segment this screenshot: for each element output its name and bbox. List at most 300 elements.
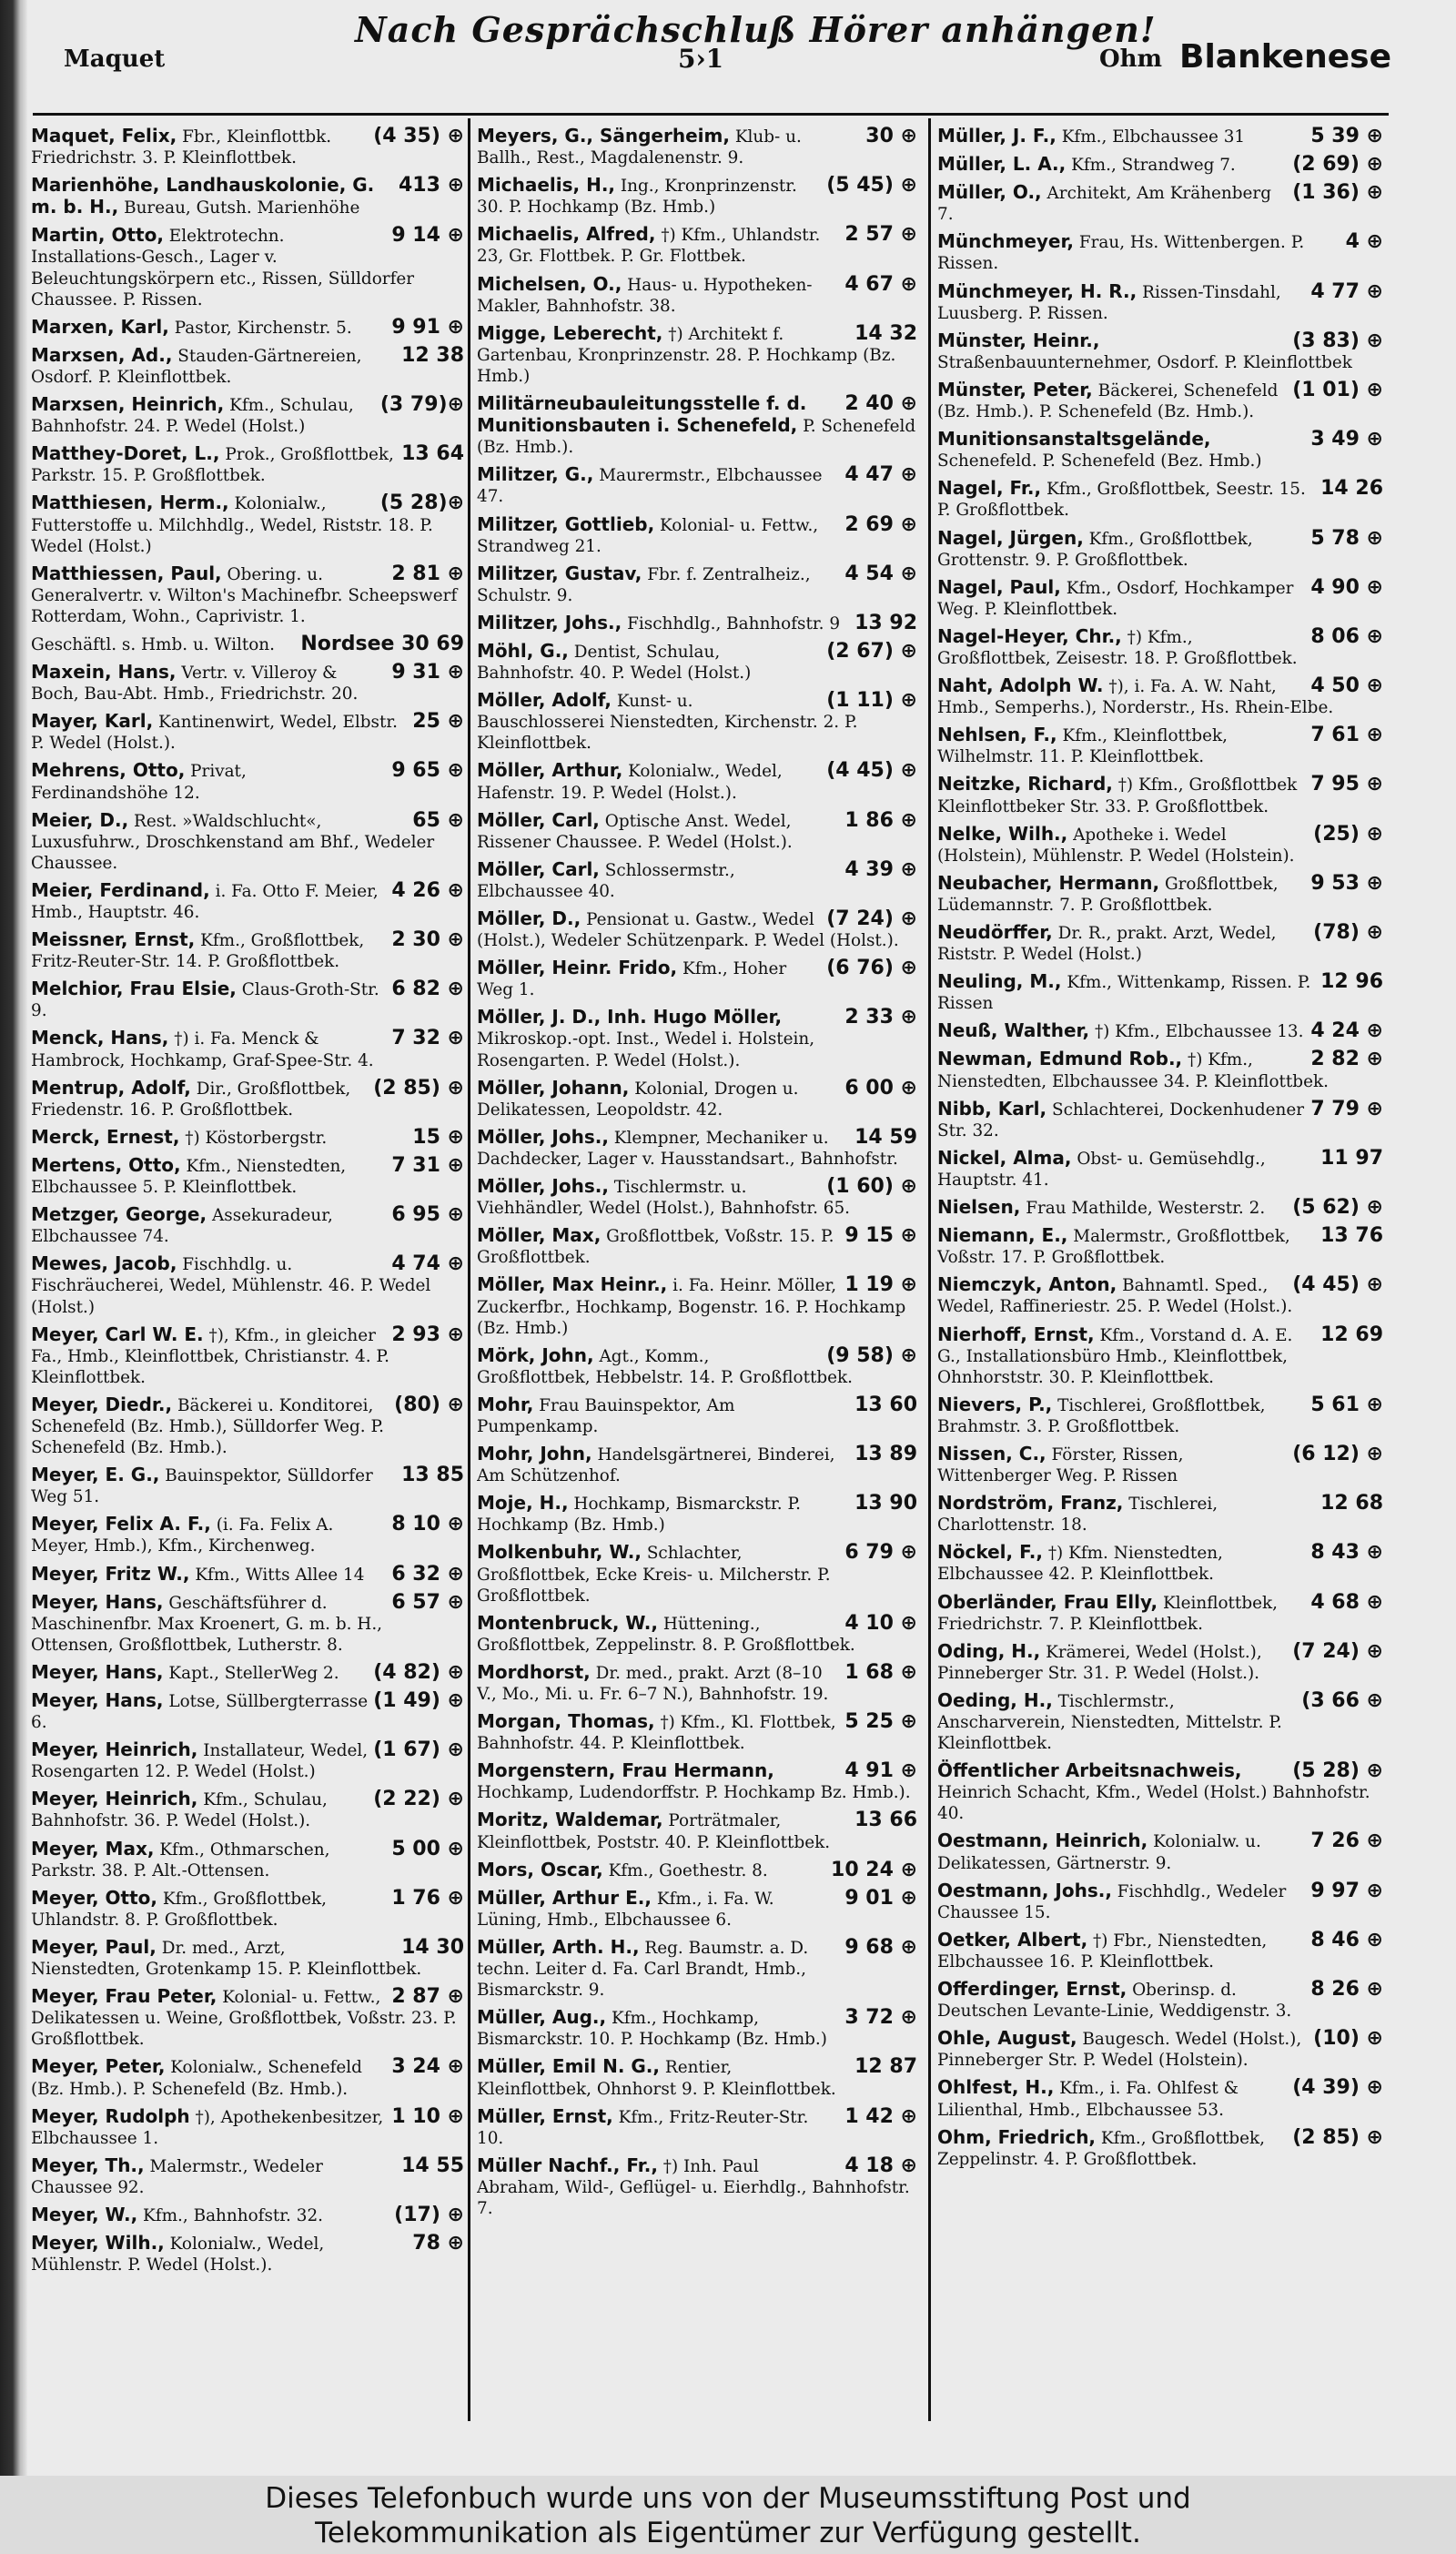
entry-name: Meier, D., xyxy=(31,808,129,831)
entry-name: Michaelis, Alfred, xyxy=(477,223,656,246)
entry-details: †) Kfm., Nienstedten, Elbchaussee 34. P. Kleinflottbek. xyxy=(937,1050,1329,1091)
entry-name: Meyer, Rudolph xyxy=(31,2104,190,2127)
entry-name: Michaelis, H., xyxy=(477,174,616,197)
entry-details: Rissen-Tinsdahl, Luusberg. P. Rissen. xyxy=(937,282,1281,323)
phone-number: (1 01) ⊕ xyxy=(1292,378,1383,401)
directory-entry xyxy=(937,1979,1383,2022)
directory-entry xyxy=(477,859,917,902)
phone-number: 6 57 ⊕ xyxy=(391,1590,464,1614)
entry-name: Migge, Leberecht, xyxy=(477,321,663,344)
directory-entry xyxy=(31,929,464,972)
directory-entry xyxy=(937,281,1383,324)
entry-details: Kfm., Kleinflottbek, Wilhelmstr. 11. P. Kleinflottbek. xyxy=(937,726,1228,767)
entry-name: Möller, D., xyxy=(477,907,581,929)
phone-number: 2 69 ⊕ xyxy=(844,512,917,536)
entry-details: Kapt., StellerWeg 2. xyxy=(168,1663,339,1683)
entry-details: Kfm., Nienstedten, Elbchaussee 5. P. Kleinflottbek. xyxy=(31,1156,347,1198)
directory-entry xyxy=(937,1324,1383,1388)
phone-number: (1 60) ⊕ xyxy=(826,1175,917,1199)
entry-name: Möller, Heinr. Frido, xyxy=(477,957,678,979)
entry-name: Meissner, Ernst, xyxy=(31,928,196,951)
entry-details: Obst- u. Gemüsehdlg., Hauptstr. 41. xyxy=(937,1149,1266,1190)
entry-name: Nagel, Fr., xyxy=(937,477,1042,500)
entry-name: Nagel-Heyer, Chr., xyxy=(937,624,1122,647)
phone-number: 8 26 ⊕ xyxy=(1310,1978,1383,2002)
entry-details: Rentier, Kleinflottbek, Ohnhorst 9. P. Kleinflottbek. xyxy=(477,2058,836,2099)
phone-number: 2 82 ⊕ xyxy=(1310,1048,1383,1071)
entry-details: Schenefeld. P. Schenefeld (Bez. Hmb.) xyxy=(937,451,1262,471)
entry-name: Mordhorst, xyxy=(477,1660,591,1683)
entry-name: Neubacher, Hermann, xyxy=(937,871,1160,894)
directory-entry xyxy=(31,394,464,437)
directory-entry xyxy=(31,2233,464,2275)
phone-number: 6 82 ⊕ xyxy=(391,978,464,1001)
directory-entry xyxy=(937,873,1383,916)
phone-number: (2 22) ⊕ xyxy=(373,1788,464,1811)
entry-name: Müller, L. A., xyxy=(937,153,1067,176)
directory-entry xyxy=(477,2056,917,2099)
entry-details: Heinrich Schacht, Kfm., Wedel (Holst.) Bahnhofstr. 40. xyxy=(937,1783,1370,1824)
header-notice: Nach Gesprächschluß Hörer anhängen! xyxy=(355,9,1157,50)
directory-entry xyxy=(937,1099,1383,1141)
entry-details: Kolonialw., Futterstoffe u. Milchhdlg., Wedel, Riststr. 18. P. Wedel (Holst.) xyxy=(31,494,433,556)
entry-details: Rest. »Waldschlucht«, Luxusfuhrw., Droschkenstand am Bhf., Wedeler Chaussee. xyxy=(31,811,435,873)
directory-entry xyxy=(937,429,1383,471)
directory-entry xyxy=(477,464,917,507)
entry-details: †) Kfm., Großflottbek, Zeisestr. 18. P. Großflottbek. xyxy=(937,627,1298,668)
directory-entry xyxy=(937,1493,1383,1535)
directory-entry xyxy=(477,224,917,267)
entry-name: Meyer, Wilh., xyxy=(31,2232,165,2255)
entry-details: Fbr., Kleinflottbk. Friedrichstr. 3. P. Kleinflottbek. xyxy=(31,127,332,168)
directory-entry xyxy=(31,1204,464,1247)
directory-entry xyxy=(477,393,917,458)
phone-number: 14 26 xyxy=(1320,477,1383,501)
directory-entry xyxy=(937,1760,1383,1824)
footer-line-2: Telekommunikation als Eigentümer zur Verfügung gestellt. xyxy=(315,2517,1141,2549)
phone-number: 2 93 ⊕ xyxy=(391,1323,464,1346)
entry-name: Meyers, G., Sängerheim, xyxy=(477,126,730,147)
entry-name: Oeding, H., xyxy=(937,1688,1053,1711)
entry-details: i. Fa. Heinr. Möller, Zuckerfbr., Hochkamp, Bogenstr. 16. P. Hochkamp (Bz. Hmb.) xyxy=(477,1276,906,1338)
page-header xyxy=(0,0,1456,109)
directory-entry xyxy=(31,1324,464,1388)
entry-details: Kfm., Wittenkamp, Rissen. P. Rissen xyxy=(937,973,1311,1014)
phone-number: (7 24) ⊕ xyxy=(1292,1639,1383,1663)
entry-details: Agt., Komm., Großflottbek, Hebbelstr. 14. P. Großflottbek. xyxy=(477,1346,854,1387)
entry-details: †), Kfm., in gleicher Fa., Hmb., Kleinflottbek, Christianstr. 4. P. Kleinflottbek. xyxy=(31,1325,389,1387)
phone-number: 7 32 ⊕ xyxy=(391,1027,464,1050)
directory-entry xyxy=(31,563,464,627)
entry-details: Schlachterei, Dockenhudener Str. 32. xyxy=(937,1100,1305,1140)
entry-details: Kfm., Witts Allee 14 xyxy=(195,1565,365,1585)
directory-entry xyxy=(477,1662,917,1705)
entry-name: Möller, J. D., Inh. Hugo Möller, xyxy=(477,1006,783,1029)
entry-details: Schlossermstr., Elbchaussee 40. xyxy=(477,860,735,901)
entry-name: Müller Nachf., Fr., xyxy=(477,2154,658,2176)
directory-entry xyxy=(477,1760,917,1803)
header-first-entry: Maquet xyxy=(64,46,166,73)
entry-details: (i. Fa. Felix A. Meyer, Hmb.), Kfm., Kirchenweg. xyxy=(31,1515,334,1556)
entry-name: Militzer, Gustav, xyxy=(477,562,642,584)
phone-number: 2 57 ⊕ xyxy=(844,223,917,247)
directory-entry xyxy=(477,958,917,1000)
phone-number: 12 69 xyxy=(1320,1323,1383,1346)
phone-number: (5 28) ⊕ xyxy=(1292,1759,1383,1783)
directory-entry xyxy=(477,323,917,387)
phone-number: (2 85) ⊕ xyxy=(1292,2125,1383,2149)
phone-number: 6 32 ⊕ xyxy=(391,1562,464,1586)
directory-entry xyxy=(31,1028,464,1070)
phone-number: (17) ⊕ xyxy=(394,2203,464,2226)
directory-entry xyxy=(31,1078,464,1120)
entry-details: Frau, Hs. Wittenbergen. P. Rissen. xyxy=(937,233,1305,274)
phone-number: 12 96 xyxy=(1320,970,1383,994)
phone-number: (10) ⊕ xyxy=(1313,2027,1383,2051)
entry-details: Pensionat u. Gastw., Wedel (Holst.), Wedeler Schützenpark. P. Wedel (Holst.). xyxy=(477,910,899,951)
phone-number: 4 90 ⊕ xyxy=(1310,575,1383,599)
entry-name: Michelsen, O., xyxy=(477,272,622,295)
directory-entry xyxy=(937,1020,1383,1042)
phone-number: 2 40 ⊕ xyxy=(844,392,917,416)
phone-number: (2 85) ⊕ xyxy=(373,1076,464,1100)
directory-entry xyxy=(937,1274,1383,1317)
directory-entry xyxy=(937,971,1383,1014)
directory-entry xyxy=(477,1078,917,1120)
phone-number: 3 24 ⊕ xyxy=(391,2055,464,2079)
entry-details: Kunst- u. Bauschlosserei Nienstedten, Kirchenstr. 2. P. Kleinflottbek. xyxy=(477,692,858,754)
entry-name: Moje, H., xyxy=(477,1492,569,1515)
directory-entry xyxy=(937,380,1383,422)
directory-entry xyxy=(937,922,1383,965)
entry-details: Bäckerei u. Konditorei, Schenefeld (Bz. Hmb.), Sülldorfer Weg. P. Schenefeld (Bz. Hmb.). xyxy=(31,1395,384,1458)
directory-entry xyxy=(477,1345,917,1388)
entry-details: Tischlermstr., Anscharverein, Nienstedten, Mittelstr. P. Kleinflottbek. xyxy=(937,1691,1282,1754)
entry-name: Meyer, Peter, xyxy=(31,2055,166,2078)
entry-name: Matthey-Doret, L., xyxy=(31,442,220,465)
directory-entry xyxy=(477,1176,917,1219)
phone-number: 1 10 ⊕ xyxy=(391,2104,464,2128)
entry-details: Schlachter, Großflottbek, Ecke Kreis- u. Milcherstr. P. Großflottbek. xyxy=(477,1544,831,1606)
entry-name: Ohm, Friedrich, xyxy=(937,2125,1097,2148)
entry-details: Kfm., Großflottbek, Seestr. 15. P. Großflottbek. xyxy=(937,480,1306,521)
entry-name: Möller, Johann, xyxy=(477,1076,630,1099)
entry-details: Kolonialw., Wedel, Hafenstr. 19. P. Wedel (Holst.). xyxy=(477,762,783,803)
directory-entry xyxy=(477,1007,917,1070)
directory-entry xyxy=(477,1394,917,1437)
phone-number: 13 64 xyxy=(401,442,464,466)
entry-details: Kfm., Großflottbek, Zeppelinstr. 4. P. Großflottbek. xyxy=(937,2128,1266,2169)
phone-number: 9 01 ⊕ xyxy=(844,1886,917,1910)
phone-number: 13 66 xyxy=(854,1809,917,1832)
directory-entry xyxy=(477,126,917,168)
phone-number: 5 25 ⊕ xyxy=(844,1710,917,1734)
directory-entry xyxy=(31,225,464,309)
entry-details: i. Fa. Otto F. Meier, Hmb., Hauptstr. 46. xyxy=(31,881,379,922)
entry-name: Möller, Carl, xyxy=(477,857,600,880)
directory-entry xyxy=(477,810,917,853)
entry-name: Neuling, M., xyxy=(937,970,1062,993)
entry-details: Pastor, Kirchenstr. 5. xyxy=(174,318,352,338)
phone-number: 11 97 xyxy=(1320,1146,1383,1170)
directory-entry xyxy=(477,563,917,606)
entry-details: Kfm., Schulau, Bahnhofstr. 24. P. Wedel (Holst.) xyxy=(31,396,354,437)
entry-name: Möller, Carl, xyxy=(477,808,600,831)
phone-number: Nordsee 30 69 xyxy=(300,632,464,655)
entry-details: Fischhdlg., Wedeler Chaussee 15. xyxy=(937,1881,1287,1922)
phone-number: (4 82) ⊕ xyxy=(373,1660,464,1684)
entry-details: Dr. med., Arzt, Nienstedten, Grotenkamp 15. P. Kleinflottbek. xyxy=(31,1938,422,1980)
phone-number: (4 45) ⊕ xyxy=(826,759,917,783)
footer-credit xyxy=(0,2476,1456,2554)
entry-details: Kfm., Bahnhofstr. 32. xyxy=(143,2205,323,2225)
entry-details: †) Kfm., Großflottbek Kleinflottbeker Str. 33. P. Großflottbek. xyxy=(937,775,1298,816)
entry-name: Möller, Max Heinr., xyxy=(477,1273,668,1296)
entry-name: Nordström, Franz, xyxy=(937,1492,1124,1515)
entry-details: Kleinflottbek, Friedrichstr. 7. P. Kleinflottbek. xyxy=(937,1593,1278,1634)
phone-number: 13 92 xyxy=(854,611,917,634)
phone-number: 12 68 xyxy=(1320,1492,1383,1515)
directory-entry xyxy=(31,175,464,218)
entry-details: Claus-Groth-Str. 9. xyxy=(31,980,379,1021)
directory-entry xyxy=(31,978,464,1021)
entry-name: Naht, Adolph W. xyxy=(937,674,1104,697)
entry-name: Meyer, Max, xyxy=(31,1837,155,1860)
entry-details: Hochkamp, Bismarckstr. P. Hochkamp (Bz. Hmb.) xyxy=(477,1495,801,1535)
phone-number: (2 67) ⊕ xyxy=(826,639,917,663)
phone-number: 6 79 ⊕ xyxy=(844,1541,917,1565)
entry-name: Mors, Oscar, xyxy=(477,1858,603,1880)
phone-number: 5 00 ⊕ xyxy=(391,1837,464,1860)
entry-name: Neitzke, Richard, xyxy=(937,773,1113,796)
entry-name: Niemann, E., xyxy=(937,1224,1068,1247)
entry-details: †), Apothekenbesitzer, Elbchaussee 1. xyxy=(31,2107,384,2148)
phone-number: 9 65 ⊕ xyxy=(391,759,464,783)
entry-details: Kfm., Fritz-Reuter-Str. 10. xyxy=(477,2107,809,2148)
header-rule xyxy=(33,113,1389,116)
entry-name: Nielsen, xyxy=(937,1196,1021,1219)
entry-details: Dir., Großflottbek, Friedenstr. 16. P. Großflottbek. xyxy=(31,1079,351,1120)
entry-name: Meyer, W., xyxy=(31,2203,138,2225)
entry-details: P. Schenefeld (Bz. Hmb.). xyxy=(477,417,916,458)
entry-details: Förster, Rissen, Wittenberger Weg. P. Rissen xyxy=(937,1444,1184,1486)
phone-number: (4 35) ⊕ xyxy=(373,126,464,147)
directory-entry xyxy=(937,231,1383,274)
entry-name: Marxen, Karl, xyxy=(31,315,169,338)
directory-entry xyxy=(477,760,917,803)
entry-details: Kolonial- u. Fettw., Strandweg 21. xyxy=(477,515,819,556)
directory-entry xyxy=(31,1789,464,1831)
directory-entry xyxy=(31,1127,464,1149)
entry-details: Vertr. v. Villeroy & Boch, Bau-Abt. Hmb., Friedrichstr. 20. xyxy=(31,664,359,704)
entry-name: Mentrup, Adolf, xyxy=(31,1076,191,1099)
directory-entry xyxy=(477,1937,917,2001)
entry-name: Maquet, Felix, xyxy=(31,126,177,147)
entry-name: Öffentlicher Arbeitsnachweis, xyxy=(937,1759,1242,1782)
entry-details: Tischlerei, Großflottbek, Brahmstr. 3. P. Großflottbek. xyxy=(937,1395,1266,1436)
directory-entry xyxy=(937,2077,1383,2120)
directory-entry xyxy=(937,1225,1383,1268)
entry-details: Kfm., Osdorf, Hochkamper Weg. P. Kleinflottbek. xyxy=(937,578,1294,619)
phone-number: 13 85 xyxy=(401,1464,464,1487)
phone-number: 6 95 ⊕ xyxy=(391,1203,464,1227)
phone-number: 4 91 ⊕ xyxy=(844,1759,917,1783)
phone-number: 13 76 xyxy=(1320,1224,1383,1248)
directory-entry xyxy=(31,492,464,556)
phone-number: 5 78 ⊕ xyxy=(1310,526,1383,550)
entry-name: Münchmeyer, xyxy=(937,230,1074,253)
entry-details: Obering. u. Generalvertr. v. Wilton's Machinefbr. Scheepswerf Rotterdam, Wohn., Caprivistr. 1. xyxy=(31,564,458,626)
entry-name: Möller, Johs., xyxy=(477,1125,609,1148)
entry-details: Installateur, Wedel, Rosengarten 12. P. Wedel (Holst.) xyxy=(31,1741,369,1782)
phone-number: 1 42 ⊕ xyxy=(844,2104,917,2128)
entry-name: Nagel, Paul, xyxy=(937,575,1061,598)
entry-details: Kfm., Goethestr. 8. xyxy=(608,1860,768,1880)
entry-name: Oberländer, Frau Elly, xyxy=(937,1590,1158,1613)
entry-details: Kfm., Großflottbek, Grottenstr. 9. P. Großflottbek. xyxy=(937,529,1253,570)
entry-name: Mehrens, Otto, xyxy=(31,759,186,782)
entry-name: Meyer, E. G., xyxy=(31,1464,160,1486)
phone-number: 8 46 ⊕ xyxy=(1310,1928,1383,1951)
phone-number: (5 28)⊕ xyxy=(379,492,464,515)
directory-entry xyxy=(477,1613,917,1656)
entry-details: Tischlerei, Charlottenstr. 18. xyxy=(937,1495,1218,1535)
phone-number: (1 49) ⊕ xyxy=(373,1689,464,1712)
phone-number: (2 69) ⊕ xyxy=(1292,153,1383,177)
entry-details: †) Köstorbergstr. xyxy=(185,1128,328,1148)
entry-details: Tischlermstr. u. Viehhändler, Wedel (Holst.), Bahnhofstr. 65. xyxy=(477,1178,851,1219)
entry-name: Meyer, Heinrich, xyxy=(31,1738,198,1761)
phone-number: (7 24) ⊕ xyxy=(826,907,917,930)
entry-name: Mohr, xyxy=(477,1393,534,1415)
entry-name: Maxein, Hans, xyxy=(31,661,177,684)
phone-number: 5 39 ⊕ xyxy=(1310,126,1383,147)
directory-entry xyxy=(31,317,464,339)
directory-entry xyxy=(31,126,464,168)
directory-entry xyxy=(937,824,1383,867)
entry-name: Moritz, Waldemar, xyxy=(477,1809,663,1831)
phone-number: 14 32 xyxy=(854,321,917,345)
entry-name: Mewes, Jacob, xyxy=(31,1252,177,1275)
entry-details: †) i. Fa. Menck & Hambrock, Hochkamp, Graf-Spee-Str. 4. xyxy=(31,1029,374,1070)
entry-details: Klub- u. Ballh., Rest., Magdalenenstr. 9. xyxy=(477,127,802,168)
entry-name: Müller, Arth. H., xyxy=(477,1935,640,1958)
entry-details: Kfm., Hochkamp, Bismarckstr. 10. P. Hochkamp (Bz. Hmb.) xyxy=(477,2009,827,2050)
directory-entry xyxy=(31,2106,464,2149)
entry-name: Müller, O., xyxy=(937,181,1042,204)
entry-details: Frau Mathilde, Westerstr. 2. xyxy=(1026,1199,1266,1219)
entry-name: Meyer, Felix A. F., xyxy=(31,1513,211,1535)
phone-number: 9 91 ⊕ xyxy=(391,315,464,339)
directory-entry xyxy=(31,1937,464,1980)
directory-entry xyxy=(477,1542,917,1606)
phone-number: (80) ⊕ xyxy=(394,1393,464,1416)
column-3 xyxy=(937,126,1383,2415)
entry-name: Mohr, John, xyxy=(477,1443,592,1465)
directory-entry xyxy=(31,345,464,388)
entry-details: Malermstr., Großflottbek, Voßstr. 17. P. Großflottbek. xyxy=(937,1227,1290,1268)
phone-number: (6 76) ⊕ xyxy=(826,957,917,980)
entry-name: Münchmeyer, H. R., xyxy=(937,279,1138,302)
entry-name: Marxsen, Ad., xyxy=(31,343,173,366)
page-number: 5›1 xyxy=(678,44,724,74)
entry-details: Maurermstr., Elbchaussee 47. xyxy=(477,466,823,507)
directory-entry xyxy=(31,711,464,754)
directory-entry xyxy=(937,478,1383,521)
phone-number: 14 30 xyxy=(401,1935,464,1959)
entry-details: Dr. med., prakt. Arzt (8–10 V., Mo., Mi. u. Fr. 6–7 N.), Bahnhofstr. 19. xyxy=(477,1663,829,1704)
entry-name: Munitionsanstaltsgelände, xyxy=(937,428,1211,451)
column-divider xyxy=(928,118,931,2421)
entry-details: Malermstr., Wedeler Chaussee 92. xyxy=(31,2156,323,2197)
phone-number: (9 58) ⊕ xyxy=(826,1343,917,1367)
phone-number: 13 60 xyxy=(854,1393,917,1416)
directory-entry xyxy=(477,1274,917,1338)
entry-details: Haus- u. Hypotheken-Makler, Bahnhofstr. 38. xyxy=(477,275,813,316)
entry-details: Stauden-Gärtnereien, Osdorf. P. Kleinflottbek. xyxy=(31,346,362,387)
entry-name: Müller, Arthur E., xyxy=(477,1886,652,1909)
phone-number: (3 79)⊕ xyxy=(379,393,464,417)
entry-details: Kolonialw., Schenefeld (Bz. Hmb.). P. Schenefeld (Bz. Hmb.). xyxy=(31,2058,362,2099)
phone-number: 4 50 ⊕ xyxy=(1310,674,1383,698)
column-2 xyxy=(477,126,917,2415)
entry-name: Offerdinger, Ernst, xyxy=(937,1978,1127,2001)
directory-entry xyxy=(937,1049,1383,1091)
entry-details: Dr. R., prakt. Arzt, Wedel, Riststr. P. Wedel (Holst.) xyxy=(937,924,1277,965)
directory-entry xyxy=(31,662,464,704)
phone-number: 1 76 ⊕ xyxy=(391,1886,464,1910)
entry-details: Kfm., Elbchaussee 31 xyxy=(1061,127,1246,147)
entry-details: Privat, Ferdinandshöhe 12. xyxy=(31,762,247,803)
directory-entry xyxy=(31,880,464,923)
entry-details: Großflottbek, Lüdemannstr. 7. P. Großflottbek. xyxy=(937,874,1279,915)
entry-details: Fischhdlg. u. Fischräucherei, Wedel, Mühlenstr. 46. P. Wedel (Holst.) xyxy=(31,1255,431,1317)
entry-name: Nibb, Karl, xyxy=(937,1097,1047,1120)
entry-name: Nierhoff, Ernst, xyxy=(937,1323,1095,1345)
entry-name: Möller, Johs., xyxy=(477,1175,609,1198)
directory-entry xyxy=(31,443,464,486)
entry-name: Oestmann, Heinrich, xyxy=(937,1829,1148,1852)
directory-entry xyxy=(477,2155,917,2219)
entry-name: Müller, Ernst, xyxy=(477,2104,613,2127)
phone-number: 4 68 ⊕ xyxy=(1310,1590,1383,1614)
phone-number: 9 31 ⊕ xyxy=(391,661,464,684)
phone-number: 7 26 ⊕ xyxy=(1310,1829,1383,1853)
entry-details: Lotse, Süllbergterrasse 6. xyxy=(31,1692,369,1733)
entry-details: Oberinsp. d. Deutschen Levante-Linie, Weddigenstr. 3. xyxy=(937,1981,1292,2022)
directory-entry xyxy=(31,1888,464,1931)
entry-name: Melchior, Frau Elsie, xyxy=(31,978,237,1000)
phone-number: 7 95 ⊕ xyxy=(1310,773,1383,796)
directory-entry xyxy=(477,274,917,317)
entry-details: Dentist, Schulau, Bahnhofstr. 40. P. Wedel (Holst.) xyxy=(477,642,752,684)
directory-entry xyxy=(477,908,917,951)
directory-entry xyxy=(477,2106,917,2149)
phone-number: 7 79 ⊕ xyxy=(1310,1097,1383,1120)
phone-number: 30 ⊕ xyxy=(865,126,917,147)
directory-entry xyxy=(937,1930,1383,1972)
phone-number: (5 45) ⊕ xyxy=(826,174,917,198)
directory-entry xyxy=(31,1464,464,1507)
directory-entry xyxy=(477,1860,917,1881)
directory-entry xyxy=(31,1662,464,1684)
column-1 xyxy=(31,126,464,2415)
entry-details: Großflottbek, Voßstr. 15. P. Großflottbek. xyxy=(477,1227,834,1268)
directory-entry xyxy=(937,2028,1383,2071)
entry-details: †), i. Fa. A. W. Naht, Hmb., Semperhs.), Norderstr., Hs. Rhein-Elbe. xyxy=(937,677,1334,718)
entry-details: †) Kfm., Elbchaussee 13. xyxy=(1094,1022,1304,1042)
entry-details: Apotheke i. Wedel (Holstein), Mühlenstr. P. Wedel (Holstein). xyxy=(937,825,1295,866)
